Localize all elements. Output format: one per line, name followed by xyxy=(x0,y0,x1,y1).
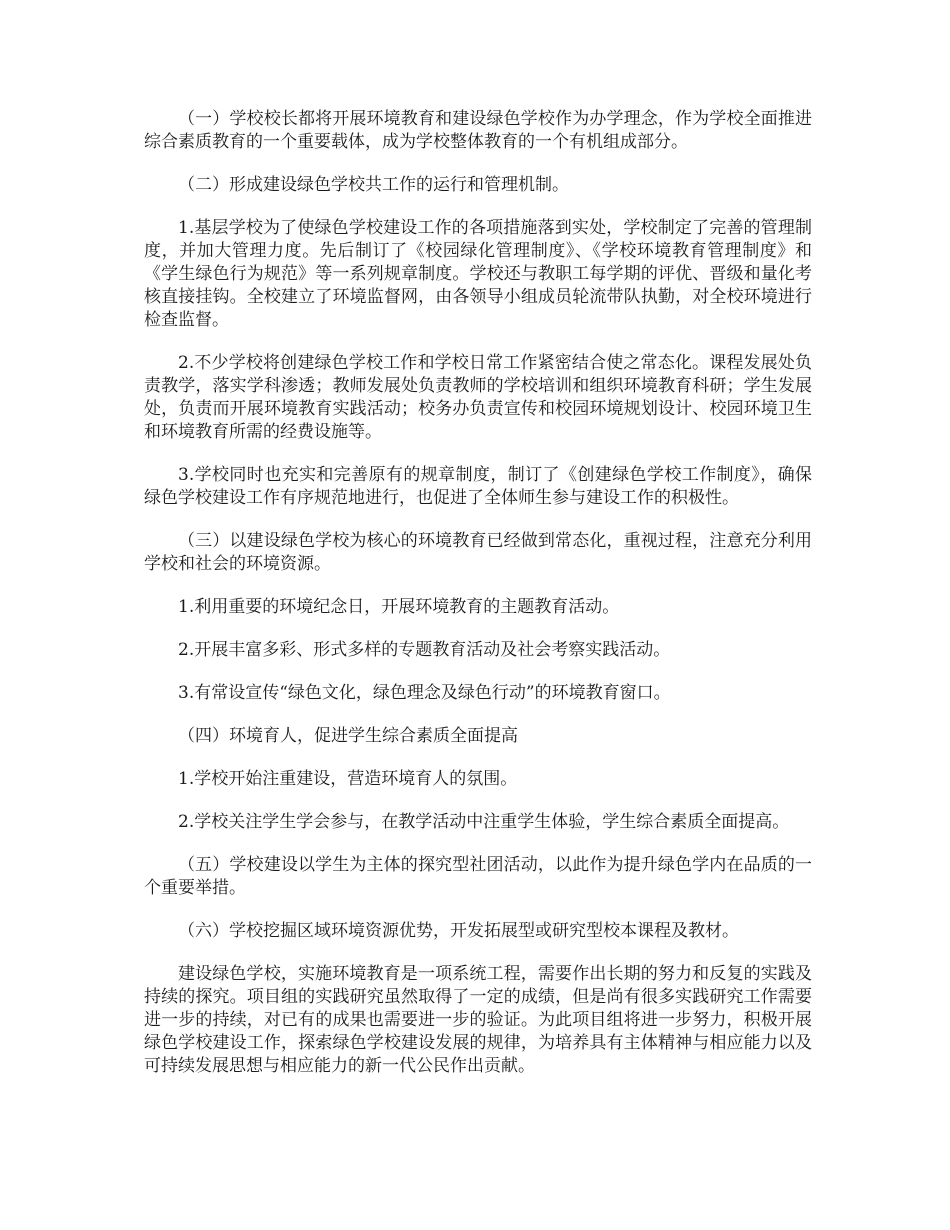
paragraph-9: 3.有常设宣传“绿色文化，绿色理念及绿色行动”的环境教育窗口。 xyxy=(178,683,671,703)
paragraph-6: （三）以建设绿色学校为核心的环境教育已经做到常态化，重视过程，注意充分利用学校和社会的环境资源。 xyxy=(144,531,812,574)
paragraph-2: （二）形成建设绿色学校共工作的运行和管理机制。 xyxy=(178,175,569,195)
paragraph-1: （一）学校校长都将开展环境教育和建设绿色学校作为办学理念，作为学校全面推进综合素质教育的一个重要载体，成为学校整体教育的一个有机组成部分。 xyxy=(144,109,812,152)
paragraph-14: （六）学校挖掘区域环境资源优势，开发拓展型或研究型校本课程及教材。 xyxy=(178,921,739,941)
paragraph-8: 2.开展丰富多彩、形式多样的专题教育活动及社会考察实践活动。 xyxy=(178,640,671,660)
paragraph-3: 1.基层学校为了使绿色学校建设工作的各项措施落到实处，学校制定了完善的管理制度，并加大管理力度。先后制订了《校园绿化管理制度》、《学校环境教育管理制度》和《学生绿色行为规范》等一系列规章制度。学校还与教职工每学期的评优、晋级和量化考核直接挂钩。全校建立了环境监督网，由各领导小组成员轮流带队执勤，对全校环境进行检查监督。 xyxy=(144,218,812,330)
paragraph-4: 2.不少学校将创建绿色学校工作和学校日常工作紧密结合使之常态化。课程发展处负责教学，落实学科渗透；教师发展处负责教师的学校培训和组织环境教育科研；学生发展处，负责而开展环境教育实践活动；校务办负责宣传和校园环境规划设计、校园环境卫生和环境教育所需的经费设施等。 xyxy=(144,353,812,442)
paragraph-11: 1.学校开始注重建设，营造环境育人的氛围。 xyxy=(178,769,518,789)
paragraph-15: 建设绿色学校，实施环境教育是一项系统工程，需要作出长期的努力和反复的实践及持续的探究。项目组的实践研究虽然取得了一定的成绩，但是尚有很多实践研究工作需要进一步的持续，对已有的成果也需要进一步的验证。为此项目组将进一步努力，积极开展绿色学校建设工作，探索绿色学校建设发展的规律，为培养具有主体精神与相应能力以及可持续发展思想与相应能力的新一代公民作出贡献。 xyxy=(144,964,812,1076)
paragraph-10: （四）环境育人，促进学生综合素质全面提高 xyxy=(178,726,518,746)
paragraph-12: 2.学校关注学生学会参与，在教学活动中注重学生体验，学生综合素质全面提高。 xyxy=(178,812,790,832)
paragraph-13: （五）学校建设以学生为主体的探究型社团活动，以此作为提升绿色学内在品质的一个重要举措。 xyxy=(144,855,812,898)
paragraph-7: 1.利用重要的环境纪念日，开展环境教育的主题教育活动。 xyxy=(178,597,620,617)
paragraph-5: 3.学校同时也充实和完善原有的规章制度，制订了《创建绿色学校工作制度》，确保绿色学校建设工作有序规范地进行，也促进了全体师生参与建设工作的积极性。 xyxy=(144,465,812,508)
document-page xyxy=(144,108,812,1098)
